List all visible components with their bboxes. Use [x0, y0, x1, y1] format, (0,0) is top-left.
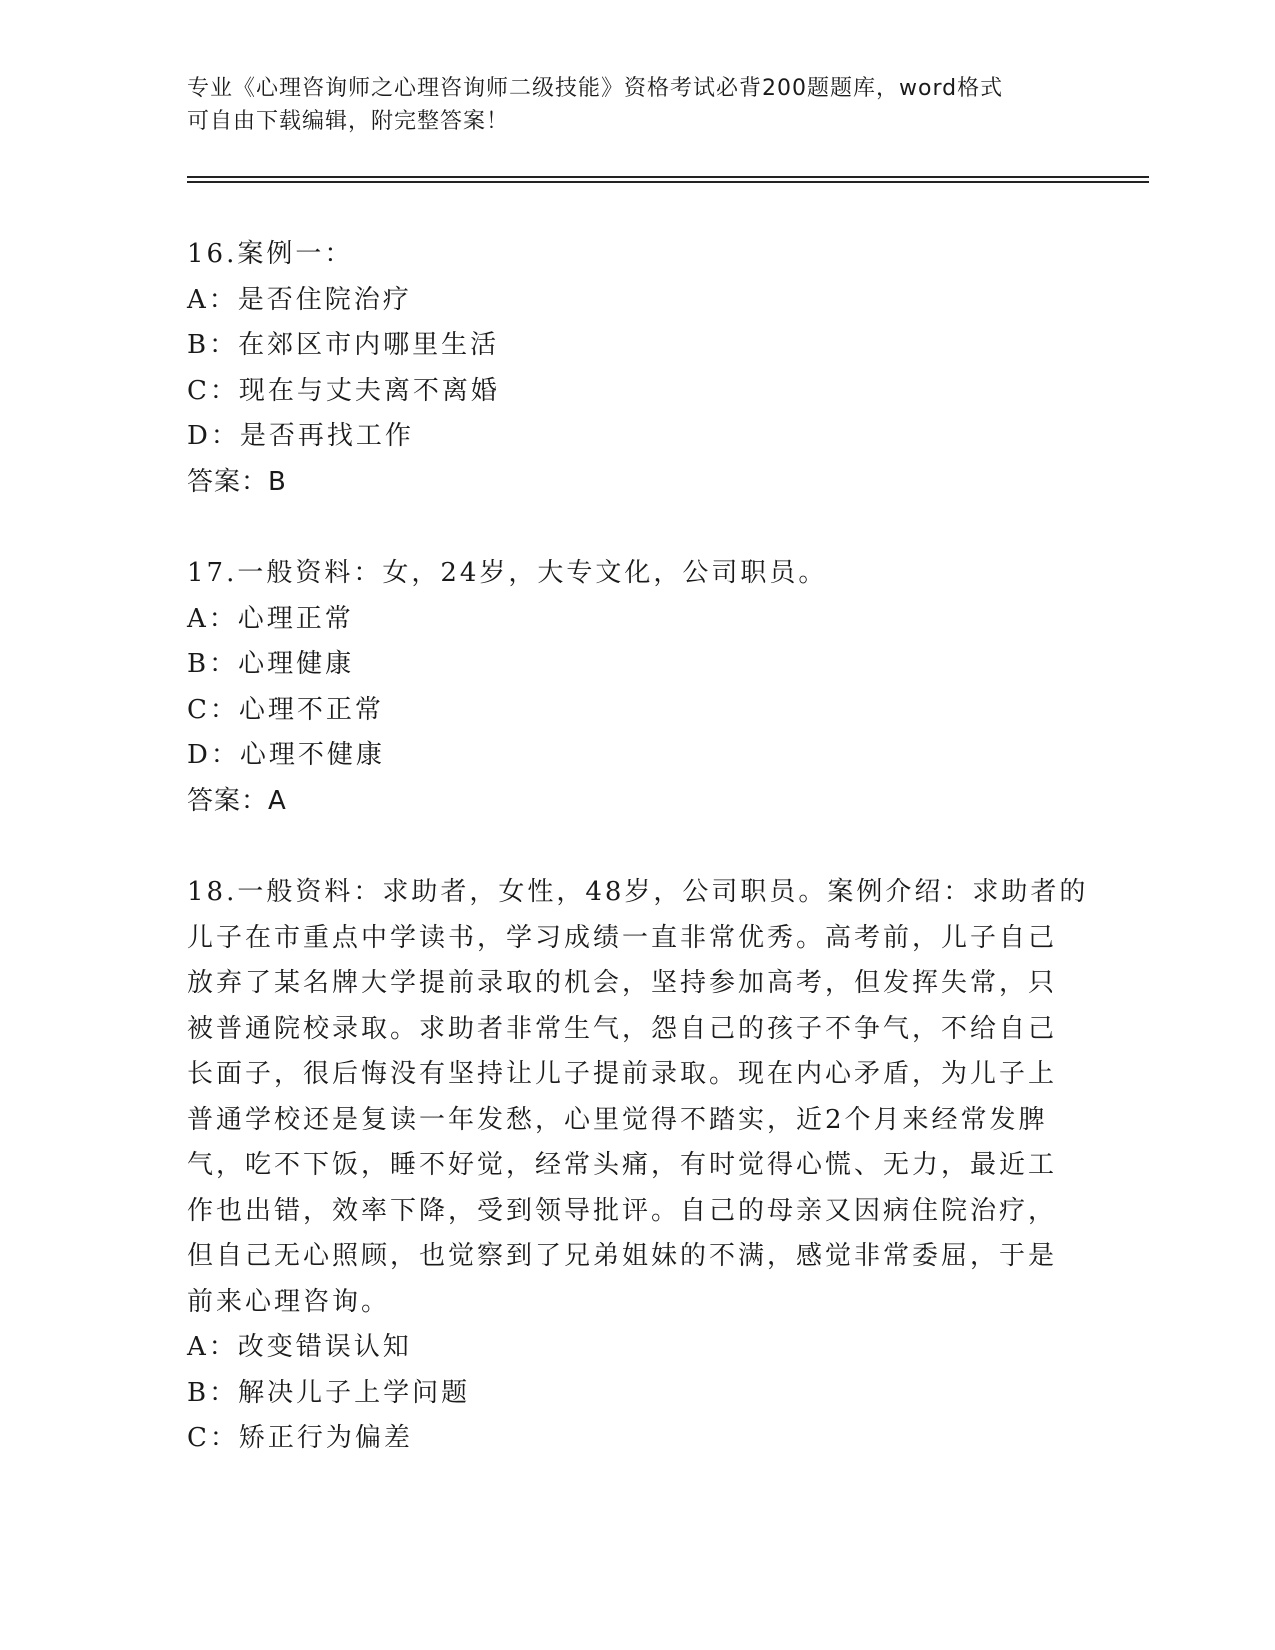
- question-17: [187, 551, 1087, 824]
- question-list: [187, 232, 1087, 1462]
- option-a: A：改变错误认知: [187, 1332, 412, 1362]
- document-header: [187, 72, 1087, 138]
- question-18: [187, 870, 1087, 1462]
- header-divider-bottom: [187, 181, 1149, 183]
- option-c: C：现在与丈夫离不离婚: [187, 375, 500, 406]
- question-stem-line: 儿子在市重点中学读书，学习成绩一直非常优秀。高考前，儿子自己: [187, 922, 1058, 953]
- question-stem: 17.一般资料：女，24岁，大专文化，公司职员。: [187, 558, 828, 588]
- option-b: B：在郊区市内哪里生活: [187, 330, 500, 360]
- header-line-2: 可自由下载编辑，附完整答案！: [187, 109, 510, 134]
- question-stem-line: 被普通院校录取。求助者非常生气，怨自己的孩子不争气，不给自己: [187, 1013, 1058, 1044]
- question-stem-line: 但自己无心照顾，也觉察到了兄弟姐妹的不满，感觉非常委屈，于是: [187, 1241, 1058, 1271]
- question-stem-line: 气，吃不下饭，睡不好觉，经常头痛，有时觉得心慌、无力，最近工: [187, 1150, 1058, 1180]
- option-d: D：是否再找工作: [187, 421, 414, 451]
- question-stem-line: 长面子，很后悔没有坚持让儿子提前录取。现在内心矛盾，为儿子上: [187, 1059, 1058, 1089]
- question-stem-line: 作也出错，效率下降，受到领导批评。自己的母亲又因病住院治疗，: [187, 1195, 1058, 1226]
- question-16: [187, 232, 1087, 505]
- answer-line: 答案：A: [187, 785, 287, 816]
- question-stem-line: 放弃了某名牌大学提前录取的机会，坚持参加高考，但发挥失常，只: [187, 968, 1058, 998]
- question-stem-line: 普通学校还是复读一年发愁，心里觉得不踏实，近2个月来经常发脾: [187, 1104, 1048, 1135]
- question-stem: 16.案例一：: [187, 239, 354, 269]
- header-divider-top: [187, 176, 1149, 178]
- answer-line: 答案：B: [187, 466, 287, 497]
- option-b: B：解决儿子上学问题: [187, 1377, 471, 1408]
- option-d: D：心理不健康: [187, 740, 385, 770]
- option-c: C：心理不正常: [187, 694, 384, 725]
- option-c: C：矫正行为偏差: [187, 1423, 413, 1453]
- question-stem-line: 18.一般资料：求助者，女性，48岁，公司职员。案例介绍：求助者的: [187, 877, 1089, 907]
- question-stem-line: 前来心理咨询。: [187, 1286, 391, 1317]
- option-b: B：心理健康: [187, 649, 355, 679]
- header-line-1: 专业《心理咨询师之心理咨询师二级技能》资格考试必背200题题库，word格式: [187, 76, 1004, 101]
- option-a: A：是否住院治疗: [187, 284, 412, 315]
- option-a: A：心理正常: [187, 603, 354, 634]
